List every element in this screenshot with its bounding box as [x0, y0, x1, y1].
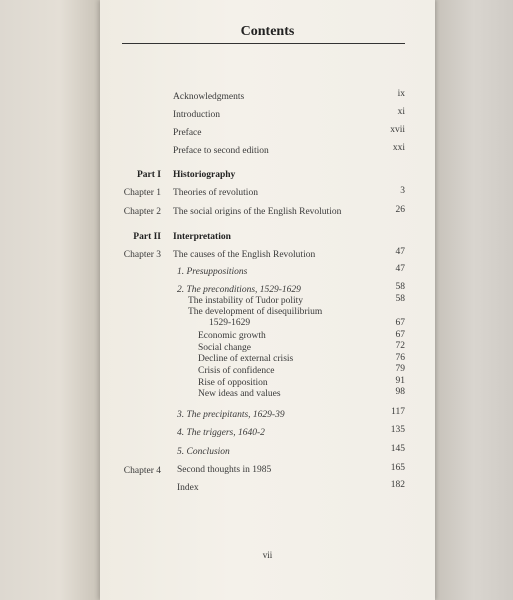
- toc-section-text: 2. The preconditions, 1529-1629: [177, 285, 301, 295]
- page-number: vii: [262, 550, 273, 560]
- toc-entry-page: 145: [390, 444, 405, 454]
- toc-entry-page: 58: [395, 282, 405, 292]
- toc-entry-text: Preface to second edition: [173, 146, 269, 156]
- toc-section-text: 4. The triggers, 1640-2: [177, 428, 265, 438]
- toc-entry-page: 91: [395, 376, 405, 386]
- toc-entry-page: 117: [391, 407, 405, 417]
- part-label: Part II: [133, 232, 161, 242]
- toc-subsection-text: 1529-1629: [209, 318, 251, 328]
- page-title: Contents: [240, 24, 295, 39]
- toc-entry-page: xi: [397, 107, 405, 117]
- toc-subitem-text: New ideas and values: [198, 389, 281, 399]
- toc-entry-page: 76: [395, 353, 405, 363]
- toc-entry-text: Second thoughts in 1985: [177, 465, 272, 475]
- toc-entry-page: xvii: [390, 125, 405, 135]
- chapter-label: Chapter 2: [123, 207, 161, 217]
- toc-entry-page: 182: [390, 480, 405, 490]
- toc-entry-page: 79: [395, 364, 405, 374]
- toc-entry-text: Index: [177, 483, 199, 493]
- toc-entry-page: ix: [397, 89, 405, 99]
- left-page-edge: [0, 0, 100, 600]
- toc-entry-text: Theories of revolution: [173, 188, 258, 198]
- toc-entry-text: The social origins of the English Revolution: [173, 207, 342, 217]
- toc-subitem-text: Economic growth: [198, 331, 266, 341]
- title-rule: [122, 43, 405, 44]
- toc-section-text: 3. The precipitants, 1629-39: [177, 410, 285, 420]
- toc-entry-page: 72: [395, 341, 405, 351]
- toc-entry-page: 67: [395, 330, 405, 340]
- toc-entry-page: 26: [395, 205, 405, 215]
- background-surface: [435, 0, 513, 600]
- part-title: Interpretation: [173, 232, 231, 242]
- contents-page: [100, 0, 435, 600]
- toc-entry-text: The causes of the English Revolution: [173, 250, 316, 260]
- toc-entry-page: xxi: [392, 143, 405, 153]
- toc-entry-page: 135: [390, 425, 405, 435]
- toc-section-text: 1. Presuppositions: [177, 267, 248, 277]
- toc-subsection-text: The instability of Tudor polity: [188, 296, 304, 306]
- toc-entry-page: 47: [395, 247, 405, 257]
- toc-subitem-text: Rise of opposition: [198, 378, 268, 388]
- toc-entry-text: Preface: [173, 128, 202, 138]
- toc-entry-page: 3: [400, 186, 405, 196]
- toc-entry-page: 165: [390, 463, 405, 473]
- chapter-label: Chapter 3: [123, 250, 161, 260]
- toc-subitem-text: Crisis of confidence: [198, 366, 275, 376]
- chapter-label: Chapter 4: [123, 466, 161, 476]
- toc-subitem-text: Decline of external crisis: [198, 354, 294, 364]
- part-label: Part I: [136, 170, 161, 180]
- toc-entry-text: Acknowledgments: [173, 92, 245, 102]
- part-title: Historiography: [173, 170, 236, 180]
- toc-section-text: 5. Conclusion: [177, 447, 230, 457]
- toc-entry-page: 58: [395, 294, 405, 304]
- toc-entry-page: 98: [395, 387, 405, 397]
- toc-entry-page: 47: [395, 264, 405, 274]
- toc-subsection-text: The development of disequilibrium: [188, 307, 323, 317]
- toc-entry-text: Introduction: [173, 110, 220, 120]
- chapter-label: Chapter 1: [123, 188, 161, 198]
- toc-entry-page: 67: [395, 318, 405, 328]
- toc-subitem-text: Social change: [198, 343, 252, 353]
